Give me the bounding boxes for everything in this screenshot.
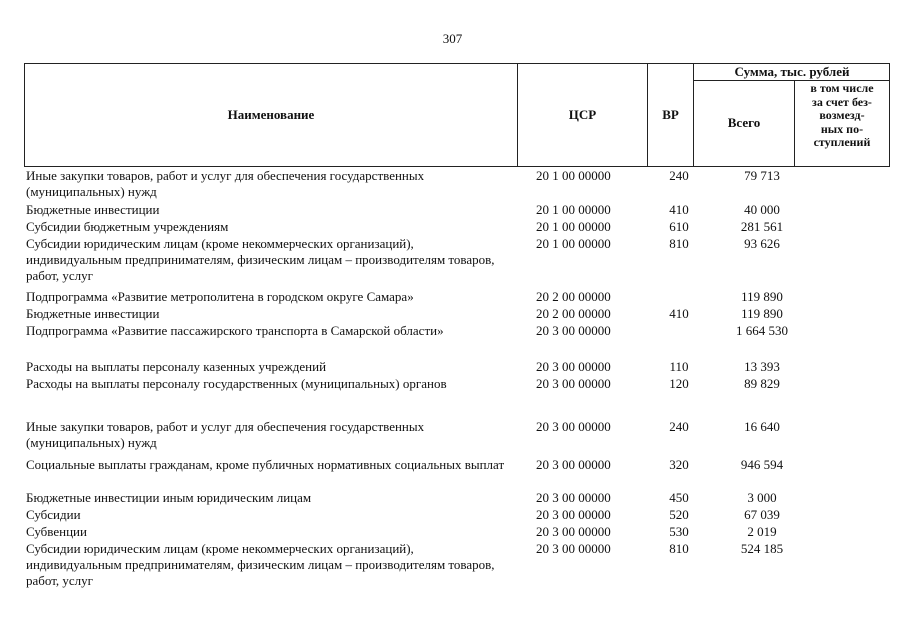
row-sum: 1 664 530 <box>736 323 788 338</box>
row-vr: 410 <box>669 306 689 321</box>
page-number: 307 <box>442 31 463 46</box>
row-name: Бюджетные инвестиции иным юридическим лицам <box>26 490 312 505</box>
row-vr: 810 <box>669 541 689 556</box>
row-csr: 20 3 00 00000 <box>536 507 611 522</box>
row-sum: 79 713 <box>744 168 780 183</box>
row-name: Расходы на выплаты персоналу казенных учреждений <box>26 359 327 374</box>
row-name: Подпрограмма «Развитие метрополитена в городском округе Самара» <box>26 289 414 304</box>
row-name: Субсидии бюджетным учреждениям <box>26 219 229 234</box>
row-sum: 93 626 <box>744 236 780 251</box>
row-csr: 20 1 00 00000 <box>536 168 611 183</box>
row-vr: 240 <box>669 419 689 434</box>
header-free-receipts: в том числе за счет без- возмезд- ных по- ступлений <box>810 81 874 149</box>
header-csr: ЦСР <box>568 107 597 122</box>
row-name: Бюджетные инвестиции <box>26 202 160 217</box>
row-vr: 110 <box>669 359 689 374</box>
row-sum: 89 829 <box>744 376 780 391</box>
row-name: Иные закупки товаров, работ и услуг для обеспечения государственных (муниципальных) нужд <box>26 168 425 199</box>
row-name: Субсидии юридическим лицам (кроме некоммерческих организаций), индивидуальным предпринимателям, физическим лицам – производителям товаров, работ, услуг <box>26 236 495 283</box>
row-csr: 20 1 00 00000 <box>536 236 611 251</box>
row-csr: 20 3 00 00000 <box>536 376 611 391</box>
row-sum: 119 890 <box>741 306 783 321</box>
row-name: Социальные выплаты гражданам, кроме публичных нормативных социальных выплат <box>26 457 505 472</box>
row-csr: 20 1 00 00000 <box>536 219 611 234</box>
row-sum: 946 594 <box>740 457 784 472</box>
row-csr: 20 2 00 00000 <box>536 289 611 304</box>
row-sum: 524 185 <box>740 541 784 556</box>
header-total: Всего <box>727 115 761 130</box>
row-vr: 410 <box>669 202 689 217</box>
header-name: Наименование <box>227 107 315 122</box>
row-csr: 20 3 00 00000 <box>536 524 611 539</box>
row-sum: 119 890 <box>741 289 783 304</box>
row-sum: 2 019 <box>747 524 777 539</box>
row-vr: 810 <box>669 236 689 251</box>
row-name: Субсидии юридическим лицам (кроме некоммерческих организаций), индивидуальным предпринимателям, физическим лицам – производителям товаров, работ, услуг <box>26 541 495 588</box>
row-csr: 20 3 00 00000 <box>536 457 611 472</box>
row-vr: 240 <box>669 168 689 183</box>
row-name: Подпрограмма «Развитие пассажирского транспорта в Самарской области» <box>26 323 444 338</box>
row-csr: 20 1 00 00000 <box>536 202 611 217</box>
row-vr: 530 <box>669 524 689 539</box>
row-csr: 20 2 00 00000 <box>536 306 611 321</box>
row-vr: 450 <box>669 490 689 505</box>
row-sum: 3 000 <box>747 490 777 505</box>
row-name: Бюджетные инвестиции <box>26 306 160 321</box>
row-sum: 40 000 <box>744 202 780 217</box>
row-sum: 67 039 <box>744 507 780 522</box>
row-vr: 520 <box>669 507 689 522</box>
row-csr: 20 3 00 00000 <box>536 419 611 434</box>
row-name: Субвенции <box>26 524 87 539</box>
header-vr: ВР <box>662 107 679 122</box>
row-csr: 20 3 00 00000 <box>536 323 611 338</box>
row-vr: 120 <box>669 376 689 391</box>
row-name: Расходы на выплаты персоналу государственных (муниципальных) органов <box>26 376 447 391</box>
row-name: Иные закупки товаров, работ и услуг для обеспечения государственных (муниципальных) нужд <box>26 419 425 450</box>
row-sum: 281 561 <box>740 219 784 234</box>
row-name: Субсидии <box>26 507 81 522</box>
row-vr: 610 <box>669 219 689 234</box>
row-vr: 320 <box>669 457 689 472</box>
row-csr: 20 3 00 00000 <box>536 359 611 374</box>
header-sum-title: Сумма, тыс. рублей <box>734 64 850 79</box>
row-sum: 16 640 <box>744 419 780 434</box>
row-csr: 20 3 00 00000 <box>536 541 611 556</box>
row-sum: 13 393 <box>744 359 780 374</box>
row-csr: 20 3 00 00000 <box>536 490 611 505</box>
